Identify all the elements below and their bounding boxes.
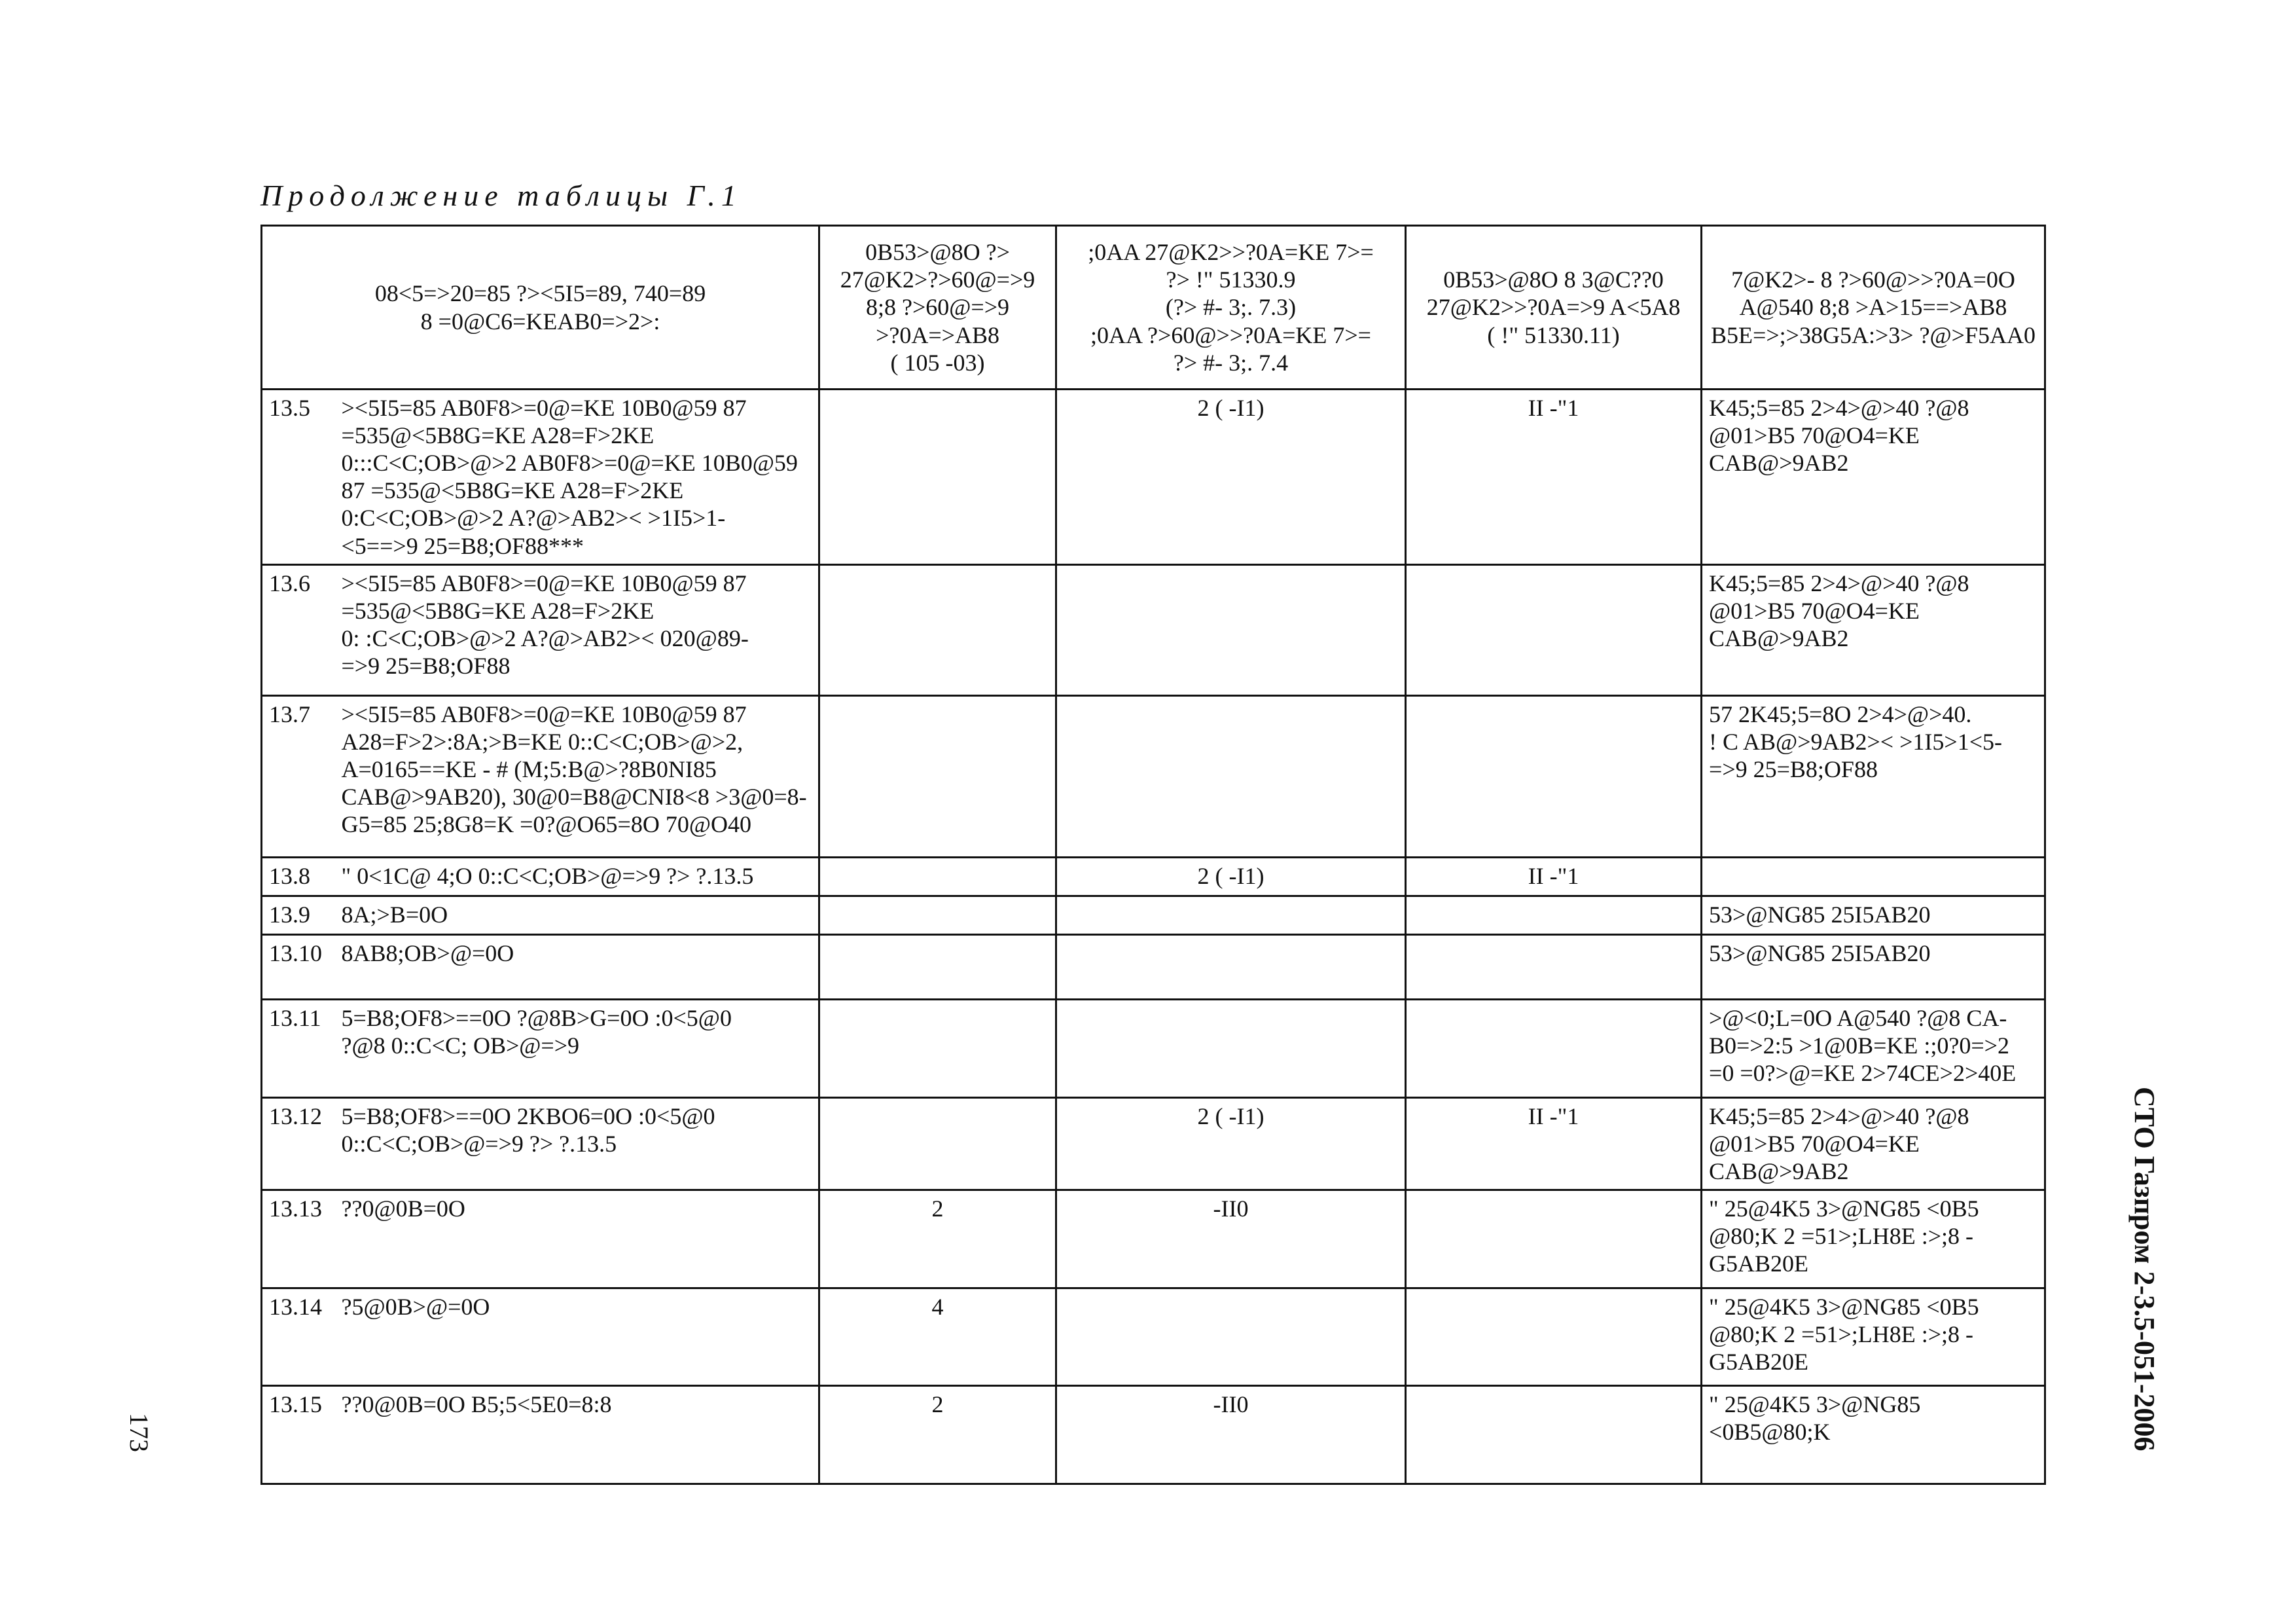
- table-row: [262, 1190, 2045, 1288]
- row-number: 13.5: [262, 390, 335, 565]
- row-category: [819, 934, 1056, 999]
- table-row: [262, 934, 2045, 999]
- row-group: [1406, 695, 1702, 857]
- row-name: 8AB8;OB>@=0O: [335, 934, 819, 999]
- header-zone-class: ;0AA 27@K2>>?0A=KE 7>= ?> !" 51330.9 (?> #- 3;. 7.3) ;0AA ?>60@>>?0A=KE 7>= ?> #- 3;. 7.4: [1056, 226, 1406, 390]
- page-number: 173: [124, 1413, 154, 1452]
- row-zone-class: -II0: [1056, 1385, 1406, 1484]
- row-group: [1406, 1288, 1702, 1385]
- row-name: 5=B8;OF8>==0O 2KBO6=0O :0<5@0 0::C<C;OB>@=>9 ?> ?.13.5: [335, 1097, 819, 1190]
- table-row: [262, 390, 2045, 565]
- row-zone-class: -II0: [1056, 1190, 1406, 1288]
- row-remark: >@<0;L=0O A@540 ?@8 CA- B0=>2:5 >1@0B=KE :;0?0=>2 =0 =0?>@=KE 2>74CE>2>40E: [1702, 999, 2045, 1097]
- row-name: ><5I5=85 AB0F8>=0@=KE 10B0@59 87 =535@<5B8G=KE A28=F>2KE 0:::C<C;OB>@>2 AB0F8>=0@=KE 10B0@59 87 =535@<5B8G=KE A28=F>2KE 0:C<C;OB>@>2 A?@>AB2>< >1I5>1- <5==>9 25=B8;OF88***: [335, 390, 819, 565]
- row-number: 13.6: [262, 564, 335, 695]
- row-remark: " 25@4K5 3>@NG85 <0B5 @80;K 2 =51>;LH8E :>;8 - G5AB20E: [1702, 1190, 2045, 1288]
- row-remark: K45;5=85 2>4>@>40 ?@8 @01>B5 70@O4=KE CAB@>9AB2: [1702, 390, 2045, 565]
- row-name: 5=B8;OF8>==0O ?@8B>G=0O :0<5@0 ?@8 0::C<C; OB>@=>9: [335, 999, 819, 1097]
- table-row: [262, 896, 2045, 934]
- row-group: [1406, 1385, 1702, 1484]
- header-category: 0B53>@8O ?> 27@K2>?>60@=>9 8;8 ?>60@=>9 >?0A=>AB8 ( 105 -03): [819, 226, 1056, 390]
- row-name: ??0@0B=0O: [335, 1190, 819, 1288]
- row-category: 2: [819, 1190, 1056, 1288]
- row-category: [819, 896, 1056, 934]
- table-row: [262, 695, 2045, 857]
- header-environment: 7@K2>- 8 ?>60@>>?0A=0O A@540 8;8 >A>15==>AB8 B5E=>;>38G5A:>3> ?@>F5AA0: [1702, 226, 2045, 390]
- row-group: [1406, 1190, 1702, 1288]
- row-number: 13.14: [262, 1288, 335, 1385]
- row-number: 13.11: [262, 999, 335, 1097]
- row-group: [1406, 934, 1702, 999]
- document-code: СТО Газпром 2-3.5-051-2006: [2128, 1087, 2161, 1451]
- data-table: [260, 225, 2046, 1485]
- row-remark: " 25@4K5 3>@NG85 <0B5 @80;K 2 =51>;LH8E :>;8 - G5AB20E: [1702, 1288, 2045, 1385]
- table-row: [262, 857, 2045, 896]
- row-remark: K45;5=85 2>4>@>40 ?@8 @01>B5 70@O4=KE CAB@>9AB2: [1702, 1097, 2045, 1190]
- row-number: 13.8: [262, 857, 335, 896]
- row-zone-class: 2 ( -I1): [1056, 1097, 1406, 1190]
- row-zone-class: [1056, 896, 1406, 934]
- row-number: 13.15: [262, 1385, 335, 1484]
- row-number: 13.9: [262, 896, 335, 934]
- row-group: II -"1: [1406, 857, 1702, 896]
- row-category: [819, 857, 1056, 896]
- table-header-row: [262, 226, 2045, 390]
- row-remark: K45;5=85 2>4>@>40 ?@8 @01>B5 70@O4=KE CAB@>9AB2: [1702, 564, 2045, 695]
- row-group: [1406, 896, 1702, 934]
- row-number: 13.13: [262, 1190, 335, 1288]
- row-zone-class: [1056, 999, 1406, 1097]
- row-zone-class: [1056, 695, 1406, 857]
- row-remark: 53>@NG85 25I5AB20: [1702, 934, 2045, 999]
- header-room-name: 08<5=>20=85 ?><5I5=89, 740=89 8 =0@C6=KEAB0=>2>:: [262, 226, 819, 390]
- table-row: [262, 564, 2045, 695]
- row-name: ??0@0B=0O B5;5<5E0=8:8: [335, 1385, 819, 1484]
- row-name: 8A;>B=0O: [335, 896, 819, 934]
- row-category: 2: [819, 1385, 1056, 1484]
- row-number: 13.7: [262, 695, 335, 857]
- row-number: 13.10: [262, 934, 335, 999]
- row-group: [1406, 999, 1702, 1097]
- row-category: 4: [819, 1288, 1056, 1385]
- row-remark: [1702, 857, 2045, 896]
- row-zone-class: [1056, 934, 1406, 999]
- table-row: [262, 999, 2045, 1097]
- row-number: 13.12: [262, 1097, 335, 1190]
- row-category: [819, 999, 1056, 1097]
- row-category: [819, 695, 1056, 857]
- row-zone-class: [1056, 564, 1406, 695]
- row-group: II -"1: [1406, 390, 1702, 565]
- row-zone-class: 2 ( -I1): [1056, 857, 1406, 896]
- row-group: [1406, 564, 1702, 695]
- table-row: [262, 1288, 2045, 1385]
- row-zone-class: 2 ( -I1): [1056, 390, 1406, 565]
- row-remark: 53>@NG85 25I5AB20: [1702, 896, 2045, 934]
- table-caption: Продолжение таблицы Г.1: [260, 179, 742, 212]
- row-category: [819, 390, 1056, 565]
- row-name: " 0<1C@ 4;O 0::C<C;OB>@=>9 ?> ?.13.5: [335, 857, 819, 896]
- row-group: II -"1: [1406, 1097, 1702, 1190]
- row-remark: 57 2K45;5=8O 2>4>@>40. ! C AB@>9AB2>< >1I5>1<5- =>9 25=B8;OF88: [1702, 695, 2045, 857]
- row-zone-class: [1056, 1288, 1406, 1385]
- table-row: [262, 1097, 2045, 1190]
- row-category: [819, 1097, 1056, 1190]
- header-mixture-group: 0B53>@8O 8 3@C??0 27@K2>>?0A=>9 A<5A8 ( !" 51330.11): [1406, 226, 1702, 390]
- row-remark: " 25@4K5 3>@NG85 <0B5@80;K: [1702, 1385, 2045, 1484]
- row-name: ><5I5=85 AB0F8>=0@=KE 10B0@59 87 =535@<5B8G=KE A28=F>2KE 0: :C<C;OB>@>2 A?@>AB2>< 020@89- =>9 25=B8;OF88: [335, 564, 819, 695]
- row-name: ><5I5=85 AB0F8>=0@=KE 10B0@59 87 A28=F>2>:8A;>B=KE 0::C<C;OB>@>2, A=0165==KE - # (M;5:B@>?8B0NI85 CAB@>9AB20), 30@0=B8@CNI8<8 >3@0=8- G5=85 25;8G8=K =0?@O65=8O 70@O40: [335, 695, 819, 857]
- row-category: [819, 564, 1056, 695]
- table-row: [262, 1385, 2045, 1484]
- row-name: ?5@0B>@=0O: [335, 1288, 819, 1385]
